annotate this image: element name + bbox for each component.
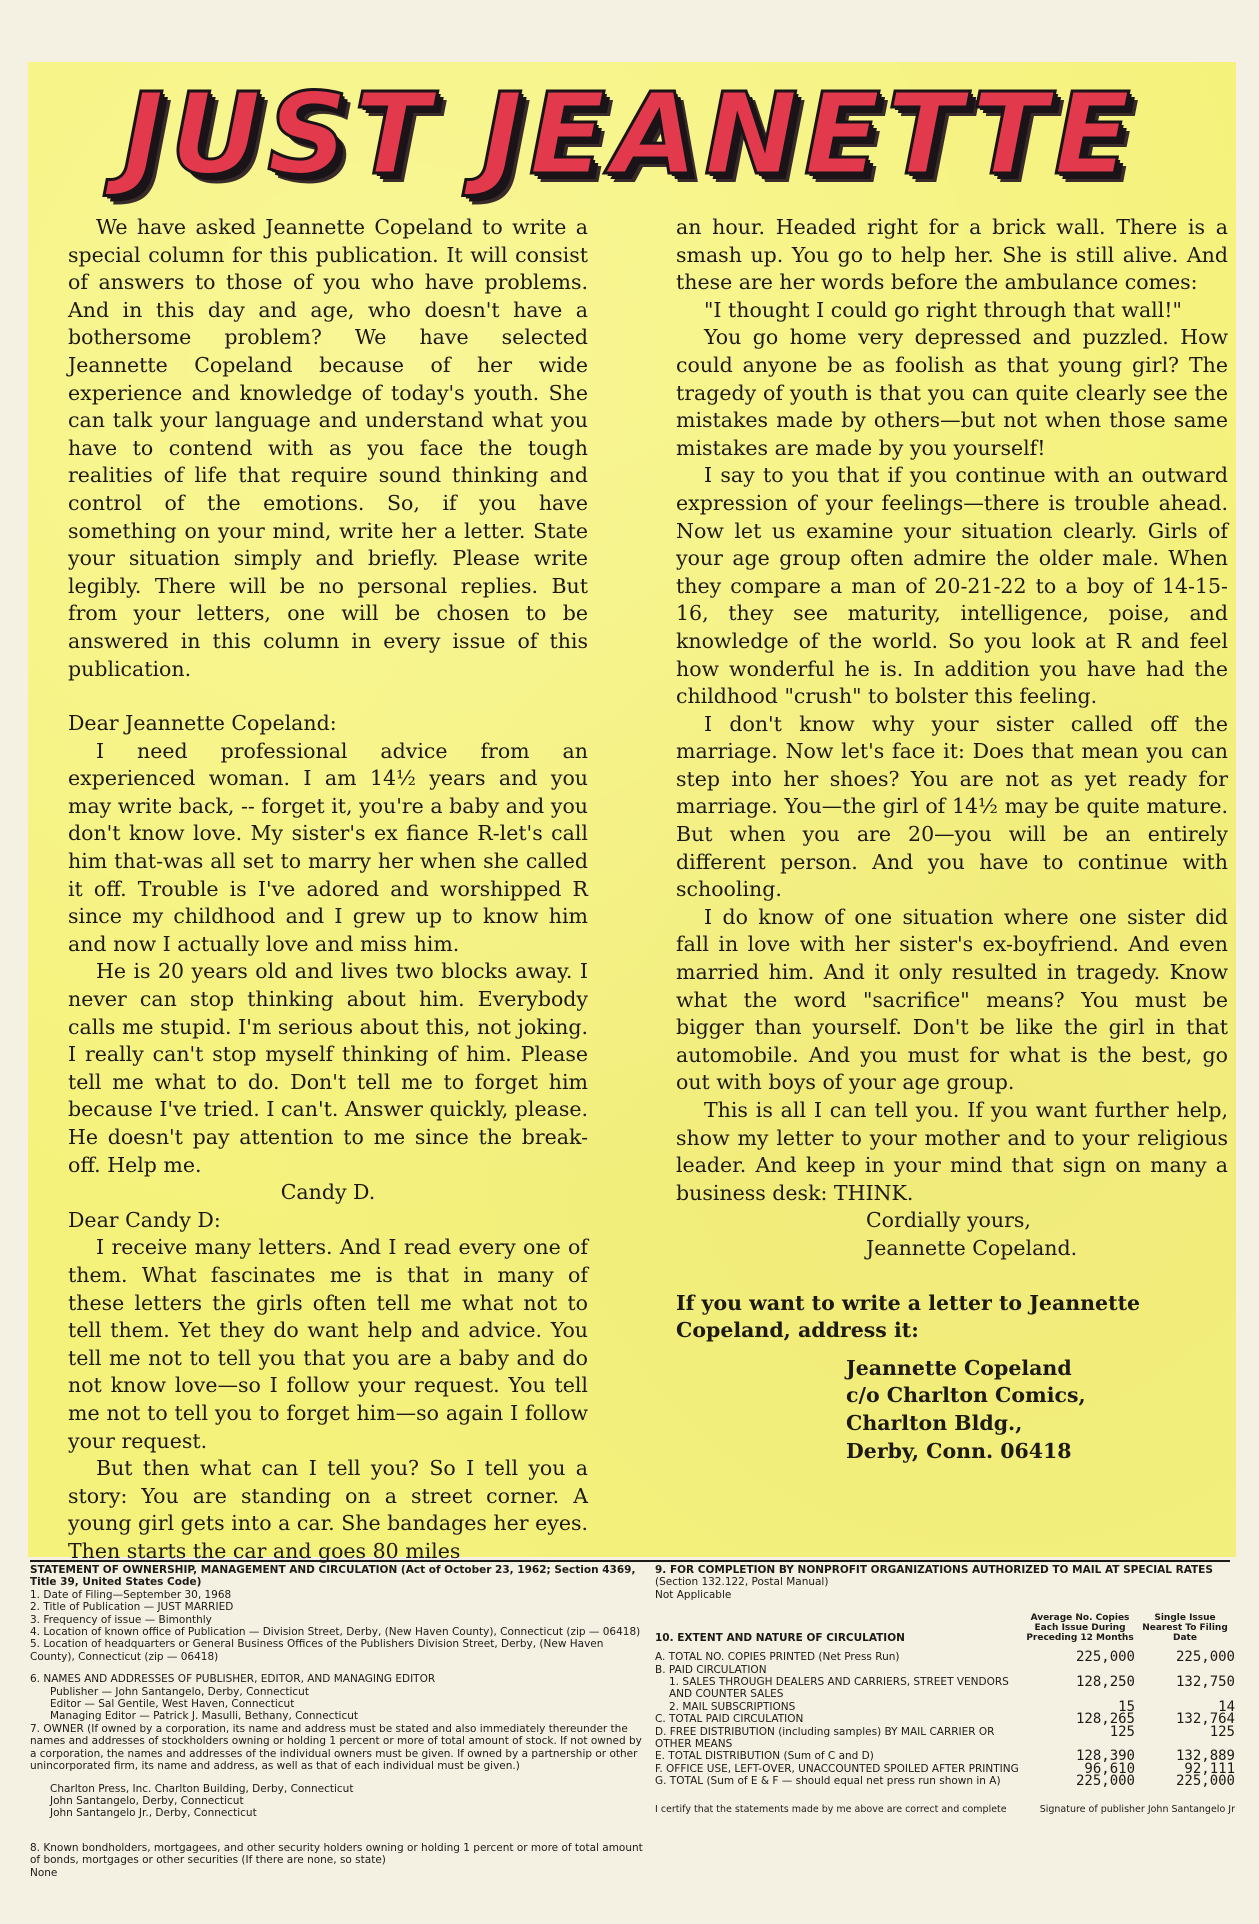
col2-header: Single Issue Nearest To Filing Date — [1142, 1613, 1228, 1644]
circulation-row: B. PAID CIRCULATION — [655, 1663, 767, 1676]
reply-quote: "I thought I could go right through that wall!" — [704, 297, 1182, 322]
statement-item: Editor — Sal Gentile, West Haven, Connecticut — [50, 1698, 295, 1711]
statement-item: 8. Known bondholders, mortgagees, and other security holders owning or holding 1 percent or more of total amount of bonds, mortgages or other securities (If there are none, so state) — [30, 1841, 643, 1867]
reply-paragraph: You go home very depressed and puzzled. How could anyone be as foolish as that young girl? The tragedy of youth is that you can quite clearly see the mistakes made by others—but not when those same mistakes are made by you yourself! — [676, 325, 1228, 460]
statement-item: Managing Editor — Patrick J. Masulli, Bethany, Connecticut — [50, 1710, 359, 1723]
publisher-signature: Signature of publisher John Santangelo Jr — [1039, 1803, 1235, 1815]
circulation-row: D. FREE DISTRIBUTION (including samples) BY MAIL CARRIER OR OTHER MEANS 125 125 — [655, 1723, 1235, 1751]
reply-paragraph: an hour. Headed right for a brick wall. There is a smash up. You go to help her. She is still alive. And these are her words before the ambulance comes: — [676, 215, 1228, 295]
right-column — [676, 214, 1228, 1465]
reply-paragraph: I receive many letters. And I read every one of them. What fascinates me is that in many of these letters the girls often tell me what not to tell them. Yet they do want help and advice. You tell me not to tell you that you are a baby and do not know love—so I follow your request. You tell me not to tell you to forget him—so again I follow your request. — [68, 1235, 588, 1453]
statement-item: John Santangelo, Derby, Connecticut — [50, 1794, 244, 1807]
circulation-row: F. OFFICE USE, LEFT-OVER, UNACCOUNTED SPOILED AFTER PRINTING 96,610 92,111 — [655, 1760, 1235, 1777]
reply-paragraph: I don't know why your sister called off the marriage. Now let's face it: Does that mean you can step into her shoes? You are not as yet ready for marriage. You—the girl of 14½ may be quite mature. But when you are 20—you will be an entirely different person. And you have to continue with schooling. — [676, 711, 1228, 902]
statement-item: 7. OWNER (If owned by a corporation, its name and address must be stated and also immediately thereunder the names and addresses of stockholders owning or holding 1 percent or more of total amount of stock. If not owned by a corporation, the names and addresses of the individual owners must be given. If owned by a partnership or other unincorporated firm, its name and address, as well as that of each individual must be given.) — [30, 1722, 642, 1773]
write-in-instructions: If you want to write a letter to Jeannette Copeland, address it: — [676, 1290, 1141, 1343]
statement-item: 6. NAMES AND ADDRESSES OF PUBLISHER, EDITOR, AND MANAGING EDITOR — [30, 1673, 436, 1686]
statement-item: Publisher — John Santangelo, Derby, Connecticut — [50, 1685, 309, 1698]
circulation-row: 1. SALES THROUGH DEALERS AND CARRIERS, STREET VENDORS AND COUNTER SALES 128,250 132,750 — [669, 1674, 1235, 1701]
circulation-row: E. TOTAL DISTRIBUTION (Sum of C and D) 128,390 132,889 — [655, 1748, 1235, 1765]
address-line: Jeannette Copeland — [846, 1355, 1072, 1380]
certify-text: I certify that the statements made by me above are correct and complete — [655, 1803, 1007, 1815]
circulation-row: G. TOTAL (Sum of E & F — should equal net press run shown in A) 225,000 225,000 — [655, 1773, 1235, 1790]
statement-item: 2. Title of Publication — JUST MARRIED — [30, 1601, 234, 1614]
page-title: JUST JEANETTE — [122, 70, 1137, 200]
statement-left — [30, 1560, 645, 1879]
item-9-value: Not Applicable — [655, 1588, 732, 1601]
letter-salutation: Dear Jeannette Copeland: — [68, 711, 337, 736]
reply-salutation: Dear Candy D: — [68, 1207, 221, 1232]
address-line: c/o Charlton Comics, — [846, 1383, 1086, 1408]
address-line: Derby, Conn. 06418 — [846, 1438, 1072, 1463]
closing: Cordially yours, — [866, 1208, 1031, 1233]
circulation-row: C. TOTAL PAID CIRCULATION 128,265 132,764 — [655, 1711, 1235, 1728]
circulation-row: A. TOTAL NO. COPIES PRINTED (Net Press Run) 225,000 225,000 — [655, 1649, 1235, 1666]
statement-item: None — [30, 1866, 58, 1879]
closing-name: Jeannette Copeland. — [866, 1235, 1078, 1260]
left-column — [68, 214, 588, 1566]
statement-item: 3. Frequency of issue — Bimonthly — [30, 1613, 212, 1626]
statement-right — [655, 1560, 1235, 1816]
letter-signature: Candy D. — [280, 1180, 376, 1205]
circulation-row: 2. MAIL SUBSCRIPTIONS 15 14 — [669, 1698, 1235, 1715]
statement-item: Charlton Press, Inc. Charlton Building, Derby, Connecticut — [50, 1782, 354, 1795]
intro-paragraph: We have asked Jeannette Copeland to write a special column for this publication. It will consist of answers to those of you who have problems. And in this day and age, who doesn't have a bothersome problem? We have selected Jeannette Copeland because of her wide experience and knowledge of today's youth. She can talk your language and understand what you have to contend with as you face the tough realities of life that require sound thinking and control of the emotions. So, if you have something on your mind, write her a letter. State your situation simply and briefly. Please write legibly. There will be no personal replies. But from your letters, one will be chosen to be answered in this column in every issue of this publication. — [68, 215, 588, 681]
col1-header: Average No. Copies Each Issue During Preceding 12 Months — [1026, 1613, 1134, 1644]
statement-header: STATEMENT OF OWNERSHIP, MANAGEMENT AND CIRCULATION (Act of October 23, 1962; Section 4369, Title 39, United States Code) — [30, 1564, 636, 1589]
reply-paragraph: But then what can I tell you? So I tell you a story: You are standing on a street corner. A young girl gets into a car. She bandages her eyes. Then starts the car and goes 80 miles — [68, 1456, 588, 1563]
statement-item: 4. Location of known office of Publication — Division Street, Derby, (New Haven County), Connecticut (zip — 06418) — [30, 1626, 641, 1639]
address-line: Charlton Bldg., — [846, 1410, 1023, 1435]
item-10-label: 10. EXTENT AND NATURE OF CIRCULATION — [655, 1632, 905, 1645]
statement-item: 1. Date of Filing—September 30, 1968 — [30, 1588, 232, 1601]
statement-item: John Santangelo Jr., Derby, Connecticut — [50, 1807, 257, 1820]
item-9: 9. FOR COMPLETION BY NONPROFIT ORGANIZATIONS AUTHORIZED TO MAIL AT SPECIAL RATES — [655, 1564, 1213, 1576]
certify-row — [655, 1804, 1235, 1816]
letter-paragraph: I need professional advice from an experienced woman. I am 14½ years and you may write back, -- forget it, you're a baby and you don't know love. My sister's ex fiance R-let's call him that-was all set to marry her when she called it off. Trouble is I've adored and worshipped R since my childhood and I grew up to know him and now I actually love and miss him. — [68, 738, 588, 956]
circulation-header — [655, 1613, 1235, 1643]
letter-paragraph: He is 20 years old and lives two blocks away. I never can stop thinking about him. Everybody calls me stupid. I'm serious about this, not joking. I really can't stop myself thinking of him. Please tell me what to do. Don't tell me to forget him because I've tried. I can't. Answer quickly, please. He doesn't pay attention to me since the break-off. Help me. — [68, 959, 588, 1177]
reply-paragraph: I do know of one situation where one sister did fall in love with her sister's ex-boyfriend. And even married him. And it only resulted in tragedy. Know what the word "sacrifice" means? You must be bigger than yourself. Don't be like the girl in that automobile. And you must for what is the best, go out with boys of your age group. — [676, 904, 1228, 1095]
reply-paragraph: I say to you that if you continue with an outward expression of your feelings—there is trouble ahead. Now let us examine your situation clearly. Girls of your age group often admire the older male. When they compare a man of 20-21-22 to a boy of 14-15-16, they see maturity, intelligence, poise, and knowledge of the world. So you look at R and feel how wonderful he is. In addition you have had the childhood "crush" to bolster this feeling. — [676, 463, 1228, 709]
reply-paragraph: This is all I can tell you. If you want further help, show my letter to your mother and to your religious leader. And keep in your mind that sign on many a business desk: THINK. — [676, 1098, 1228, 1205]
item-9-sub: (Section 132.122, Postal Manual) — [655, 1576, 829, 1589]
statement-item: 5. Location of headquarters or General Business Offices of the Publishers Division Street, Derby, (New Haven County), Connecticut (zip — 06418) — [30, 1638, 604, 1663]
